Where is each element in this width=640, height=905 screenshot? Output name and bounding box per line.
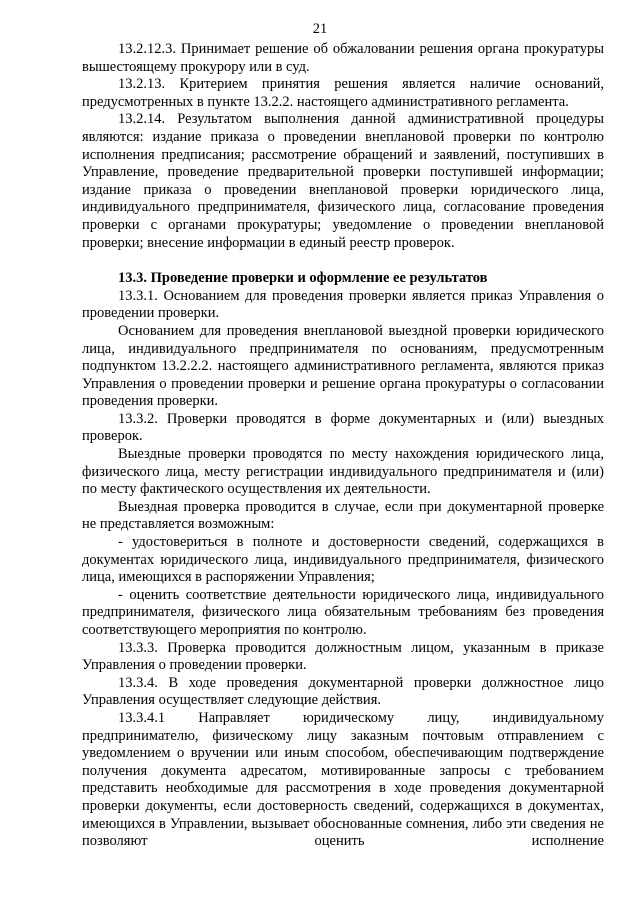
paragraph-13-3-2: 13.3.2. Проверки проводятся в форме документарных и (или) выездных проверок. [82, 410, 604, 445]
paragraph-onsite-location: Выездные проверки проводятся по месту нахождения юридического лица, физического лица, месту регистрации индивидуального предпринимателя и (или) по месту фактического осуществления их деятельности. [82, 446, 604, 498]
paragraph-onsite-condition: Выездная проверка проводится в случае, если при документарной проверке не представляется возможным: [82, 498, 604, 533]
paragraph-13-2-12-3: 13.2.12.3. Принимает решение об обжаловании решения органа прокуратуры вышестоящему прокурору или в суд. [82, 41, 604, 75]
document-body [82, 41, 604, 851]
page-number: 21 [312, 21, 328, 37]
paragraph-grounds-unscheduled: Основанием для проведения внеплановой выездной проверки юридического лица, индивидуального предпринимателя по основаниям, предусмотренным подпунктом 13.2.2.2. настоящего административного регламента, являются приказ Управления о проведении проверки и решение органа прокуратуры о согласовании проведения проверки. [82, 322, 604, 410]
paragraph-13-3-1: 13.3.1. Основанием для проведения проверки является приказ Управления о проведении проверки. [82, 287, 604, 322]
paragraph-13-2-14: 13.2.14. Результатом выполнения данной административной процедуры являются: издание приказа о проведении внеплановой проверки по контролю исполнения предписания; рассмотрение обращений и заявлений, поступивших в Управление, проведение предварительной проверки поступившей информации; издание приказа о проведении внеплановой проверки юридического лица, индивидуального предпринимателя, физического лица, согласование проведения проверки с органами прокуратуры; уведомление о проведении внеплановой проверки; внесение информации в единый реестр проверок. [82, 111, 604, 251]
list-item-assess-compliance: - оценить соответствие деятельности юридического лица, индивидуального предпринимателя, физического лица обязательным требованиям без проведения соответствующего мероприятия по контролю. [82, 586, 604, 638]
list-item-verify-completeness: - удостовериться в полноте и достоверности сведений, содержащихся в документах юридического лица, индивидуального предпринимателя, физического лица, имеющихся в распоряжении Управления; [82, 534, 604, 586]
paragraph-13-3-4-1: 13.3.4.1 Направляет юридическому лицу, индивидуальному предпринимателю, физическому лицу заказным почтовым отправлением с уведомлением о вручении или иным способом, обеспечивающим подтверждение получения документа адресатом, мотивированные запросы с требованием представить необходимые для рассмотрения в ходе проведения документарной проверки документы, если достоверность сведений, содержащихся в документах, имеющихся в Управлении, вызывает обоснованные сомнения, либо эти сведения не позволяют оценить исполнение [82, 709, 604, 850]
paragraph-13-2-13: 13.2.13. Критерием принятия решения является наличие оснований, предусмотренных в пункте 13.2.2. настоящего административного регламента. [82, 76, 604, 110]
paragraph-13-3-3: 13.3.3. Проверка проводится должностным лицом, указанным в приказе Управления о проведении проверки. [82, 639, 604, 674]
paragraph-13-3-4: 13.3.4. В ходе проведения документарной проверки должностное лицо Управления осуществляет следующие действия. [82, 674, 604, 709]
section-heading-13-3: 13.3. Проведение проверки и оформление ее результатов [118, 270, 488, 287]
